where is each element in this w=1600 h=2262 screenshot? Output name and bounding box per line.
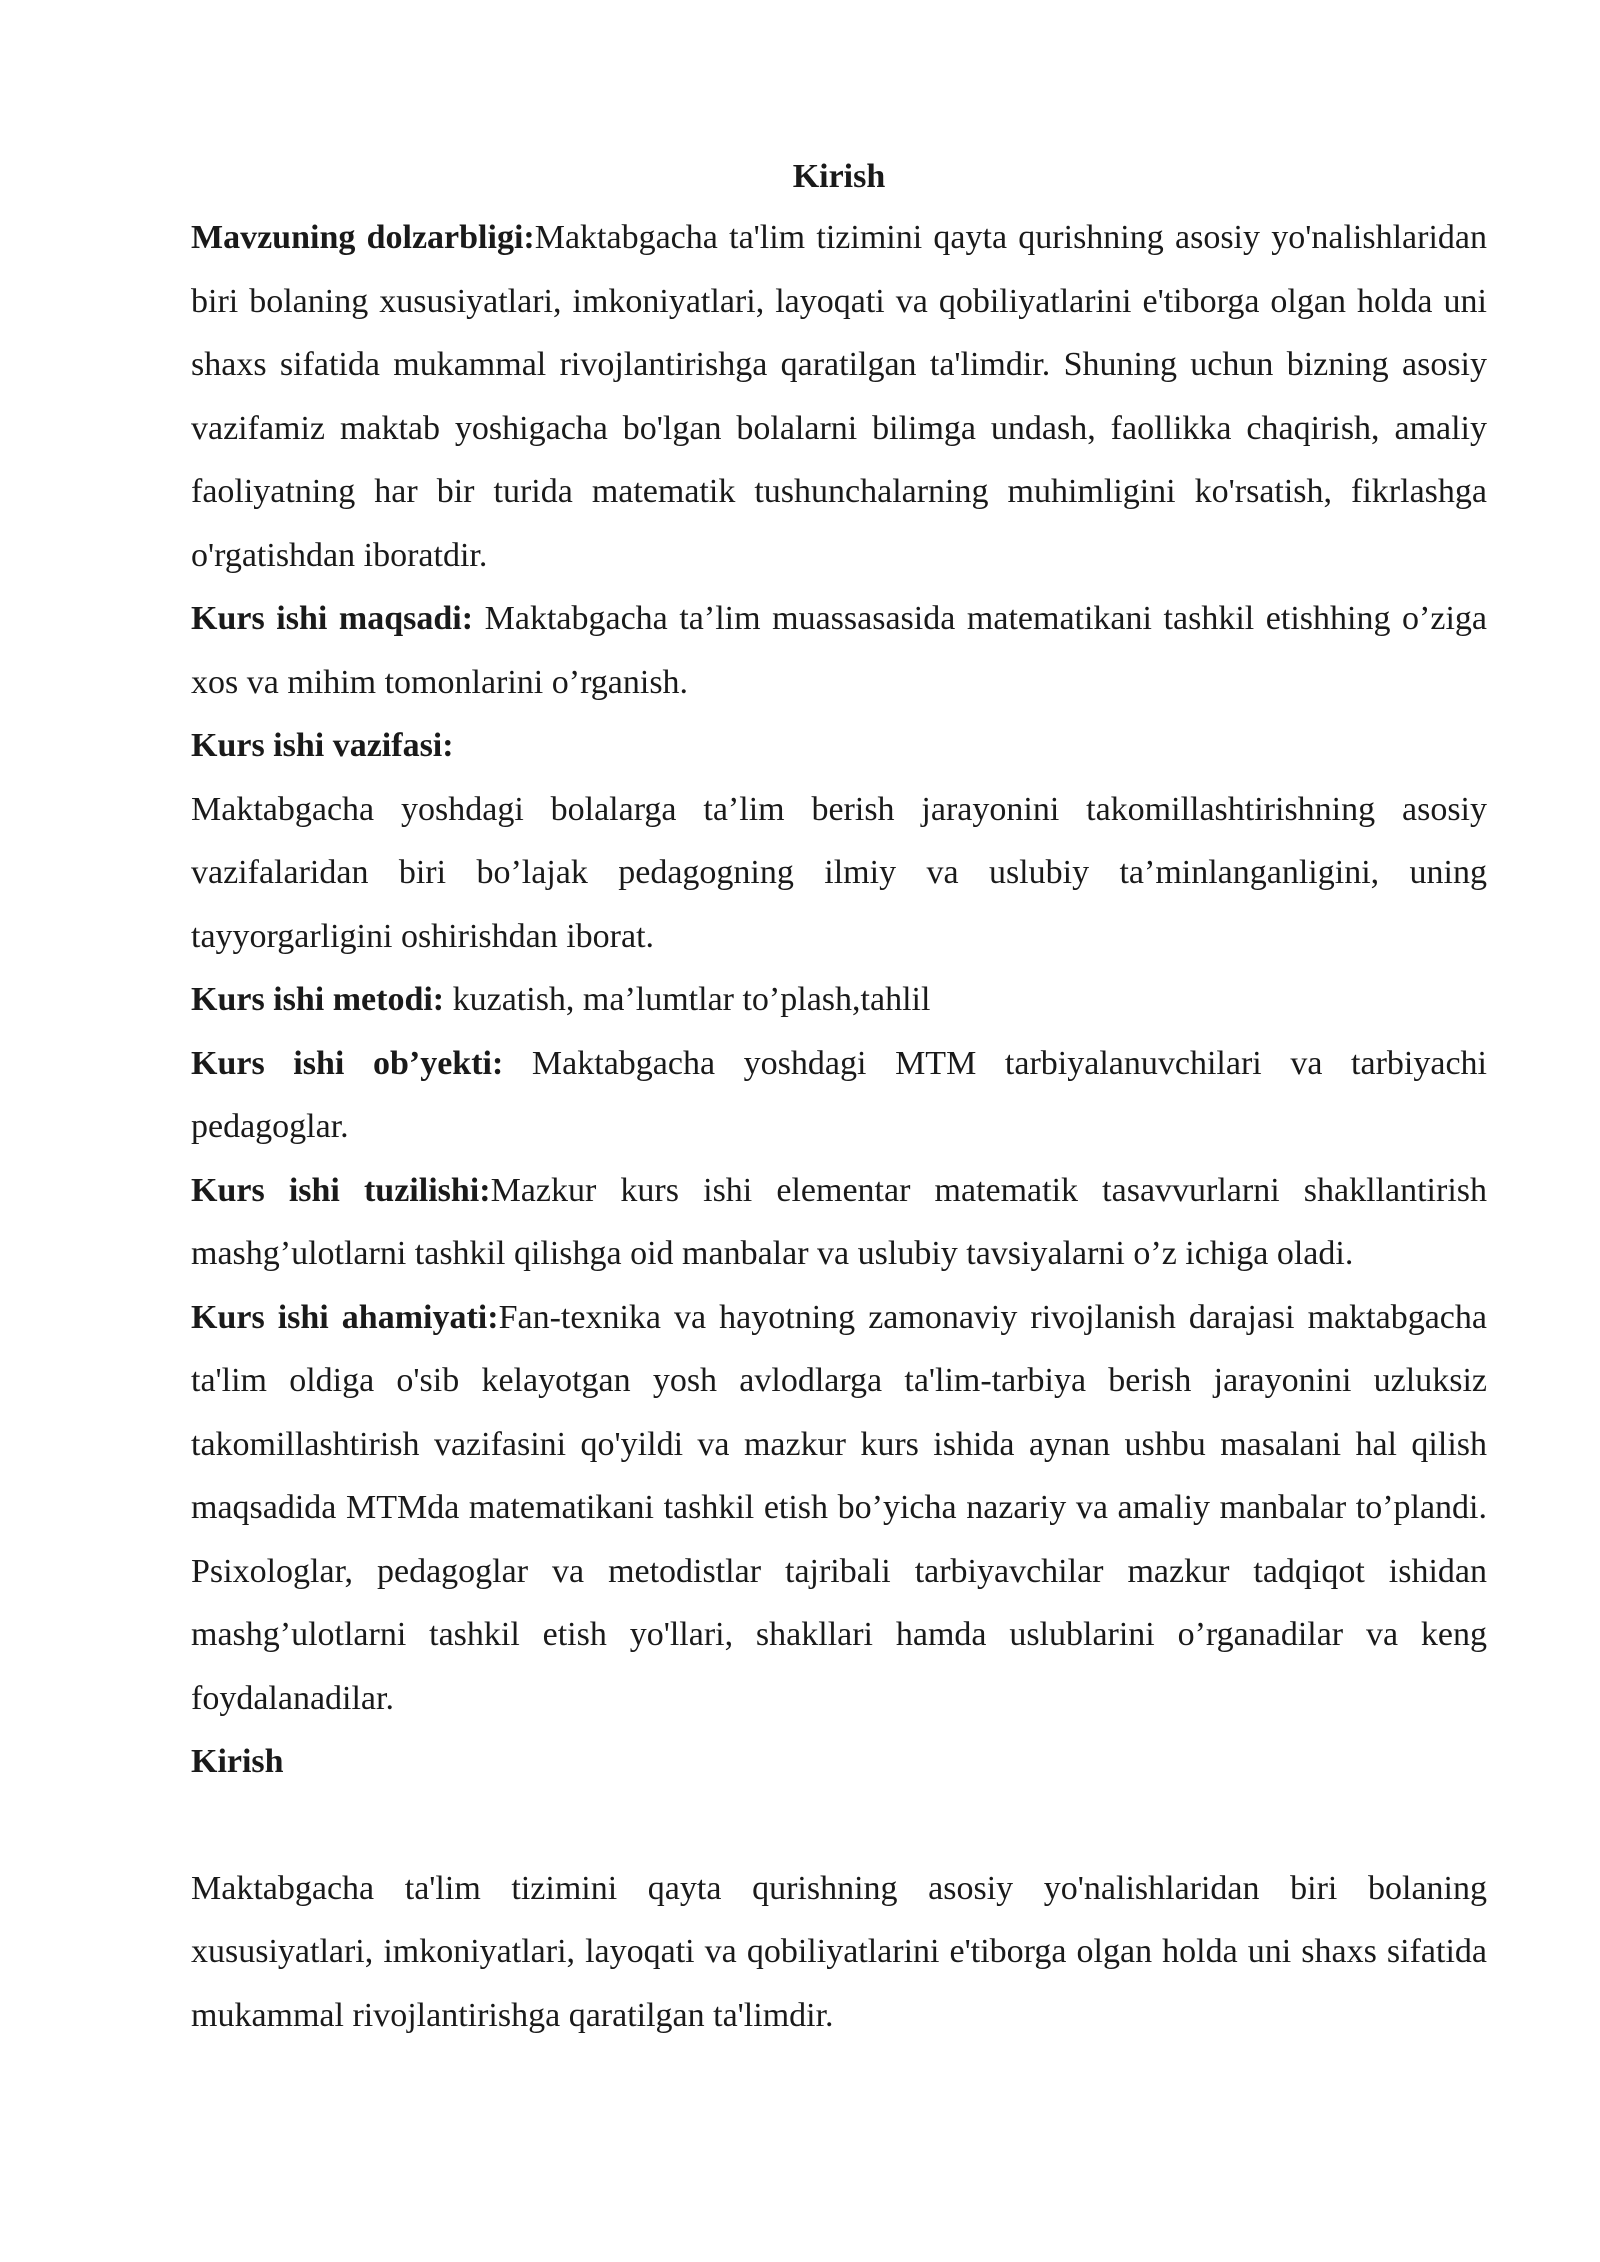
label-ahamiyat: Kurs ishi ahamiyati: <box>191 1298 499 1336</box>
paragraph-dolzarblik <box>191 206 1487 587</box>
paragraph-tuzilish <box>191 1159 1487 1286</box>
label-tuzilish: Kurs ishi tuzilishi: <box>191 1171 491 1209</box>
text-maqsad: Maktabgacha ta’lim muassasasida matematikani tashkil etishhing o’ziga xos va mihim tomonlarini o’rganish. <box>191 600 1488 701</box>
page-title: Kirish <box>792 158 886 195</box>
text-metod: kuzatish, ma’lumtlar to’plash,tahlil <box>444 981 931 1018</box>
closing-paragraph: Maktabgacha ta'lim tizimini qayta qurishning asosiy yo'nalishlaridan biri bolaning xususiyatlari, imkoniyatlari, layoqati va qobiliyatlarini e'tiborga olgan holda uni shaxs sifatida mukammal rivojlantirishga qaratilgan ta'limdir. <box>191 1869 1487 2034</box>
paragraph-metod <box>191 968 1487 1032</box>
text-tuzilish: Mazkur kurs ishi elementar matematik tasavvurlarni shakllantirish mashg’ulotlarni tashkil qilishga oid manbalar va uslubiy tavsiyalarni o’z ichiga oladi. <box>191 1171 1487 1272</box>
document-page <box>191 148 1487 2047</box>
paragraph-maqsad <box>191 587 1487 714</box>
paragraph-ahamiyat <box>191 1286 1487 1731</box>
label-obyekt: Kurs ishi ob’yekti: <box>191 1044 504 1082</box>
label-dolzarblik: Mavzuning dolzarbligi: <box>191 219 535 256</box>
text-obyekt: Maktabgacha yoshdagi MTM tarbiyalanuvchilari va tarbiyachi pedagoglar. <box>191 1044 1487 1145</box>
second-heading: Kirish <box>191 1743 284 1780</box>
paragraph-obyekt <box>191 1032 1487 1159</box>
blank-line <box>191 1794 1487 1857</box>
text-ahamiyat: Fan-texnika va hayotning zamonaviy rivojlanish darajasi maktabgacha ta'lim oldiga o'sib kelayotgan yosh avlodlarga ta'lim-tarbiya berish jarayonini uzluksiz takomillashtirish vazifasini qo'yildi va mazkur kurs ishida aynan ushbu masalani hal qilish maqsadida MTMda matematikani tashkil etish bo’yicha nazariy va amaliy manbalar to’plandi. Psixologlar, pedagoglar va metodistlar tajribali tarbiyavchilar mazkur tadqiqot ishidan mashg’ulotlarni tashkil etish yo'llari, shakllari hamda uslublarini o’rganadilar va keng foydalanadilar. <box>191 1298 1487 1717</box>
text-dolzarblik: Maktabgacha ta'lim tizimini qayta qurishning asosiy yo'nalishlaridan biri bolaning xususiyatlari, imkoniyatlari, layoqati va qobiliyatlarini e'tiborga olgan holda uni shaxs sifatida mukammal rivojlantirishga qaratilgan ta'limdir. Shuning uchun bizning asosiy vazifamiz maktab yoshigacha bo'lgan bolalarni bilimga undash, faollikka chaqirish, amaliy faoliyatning har bir turida matematik tushunchalarning muhimligini ko'rsatish, fikrlashga o'rgatishdan iboratdir. <box>191 219 1488 574</box>
label-metod: Kurs ishi metodi: <box>191 981 445 1018</box>
label-maqsad: Kurs ishi maqsadi: <box>191 600 474 637</box>
label-vazifa: Kurs ishi vazifasi: <box>191 727 454 764</box>
paragraph-vazifa: Maktabgacha yoshdagi bolalarga ta’lim berish jarayonini takomillashtirishning asosiy vazifalaridan biri bo’lajak pedagogning ilmiy va uslubiy ta’minlanganligini, uning tayyorgarligini oshirishdan iborat. <box>191 790 1487 955</box>
